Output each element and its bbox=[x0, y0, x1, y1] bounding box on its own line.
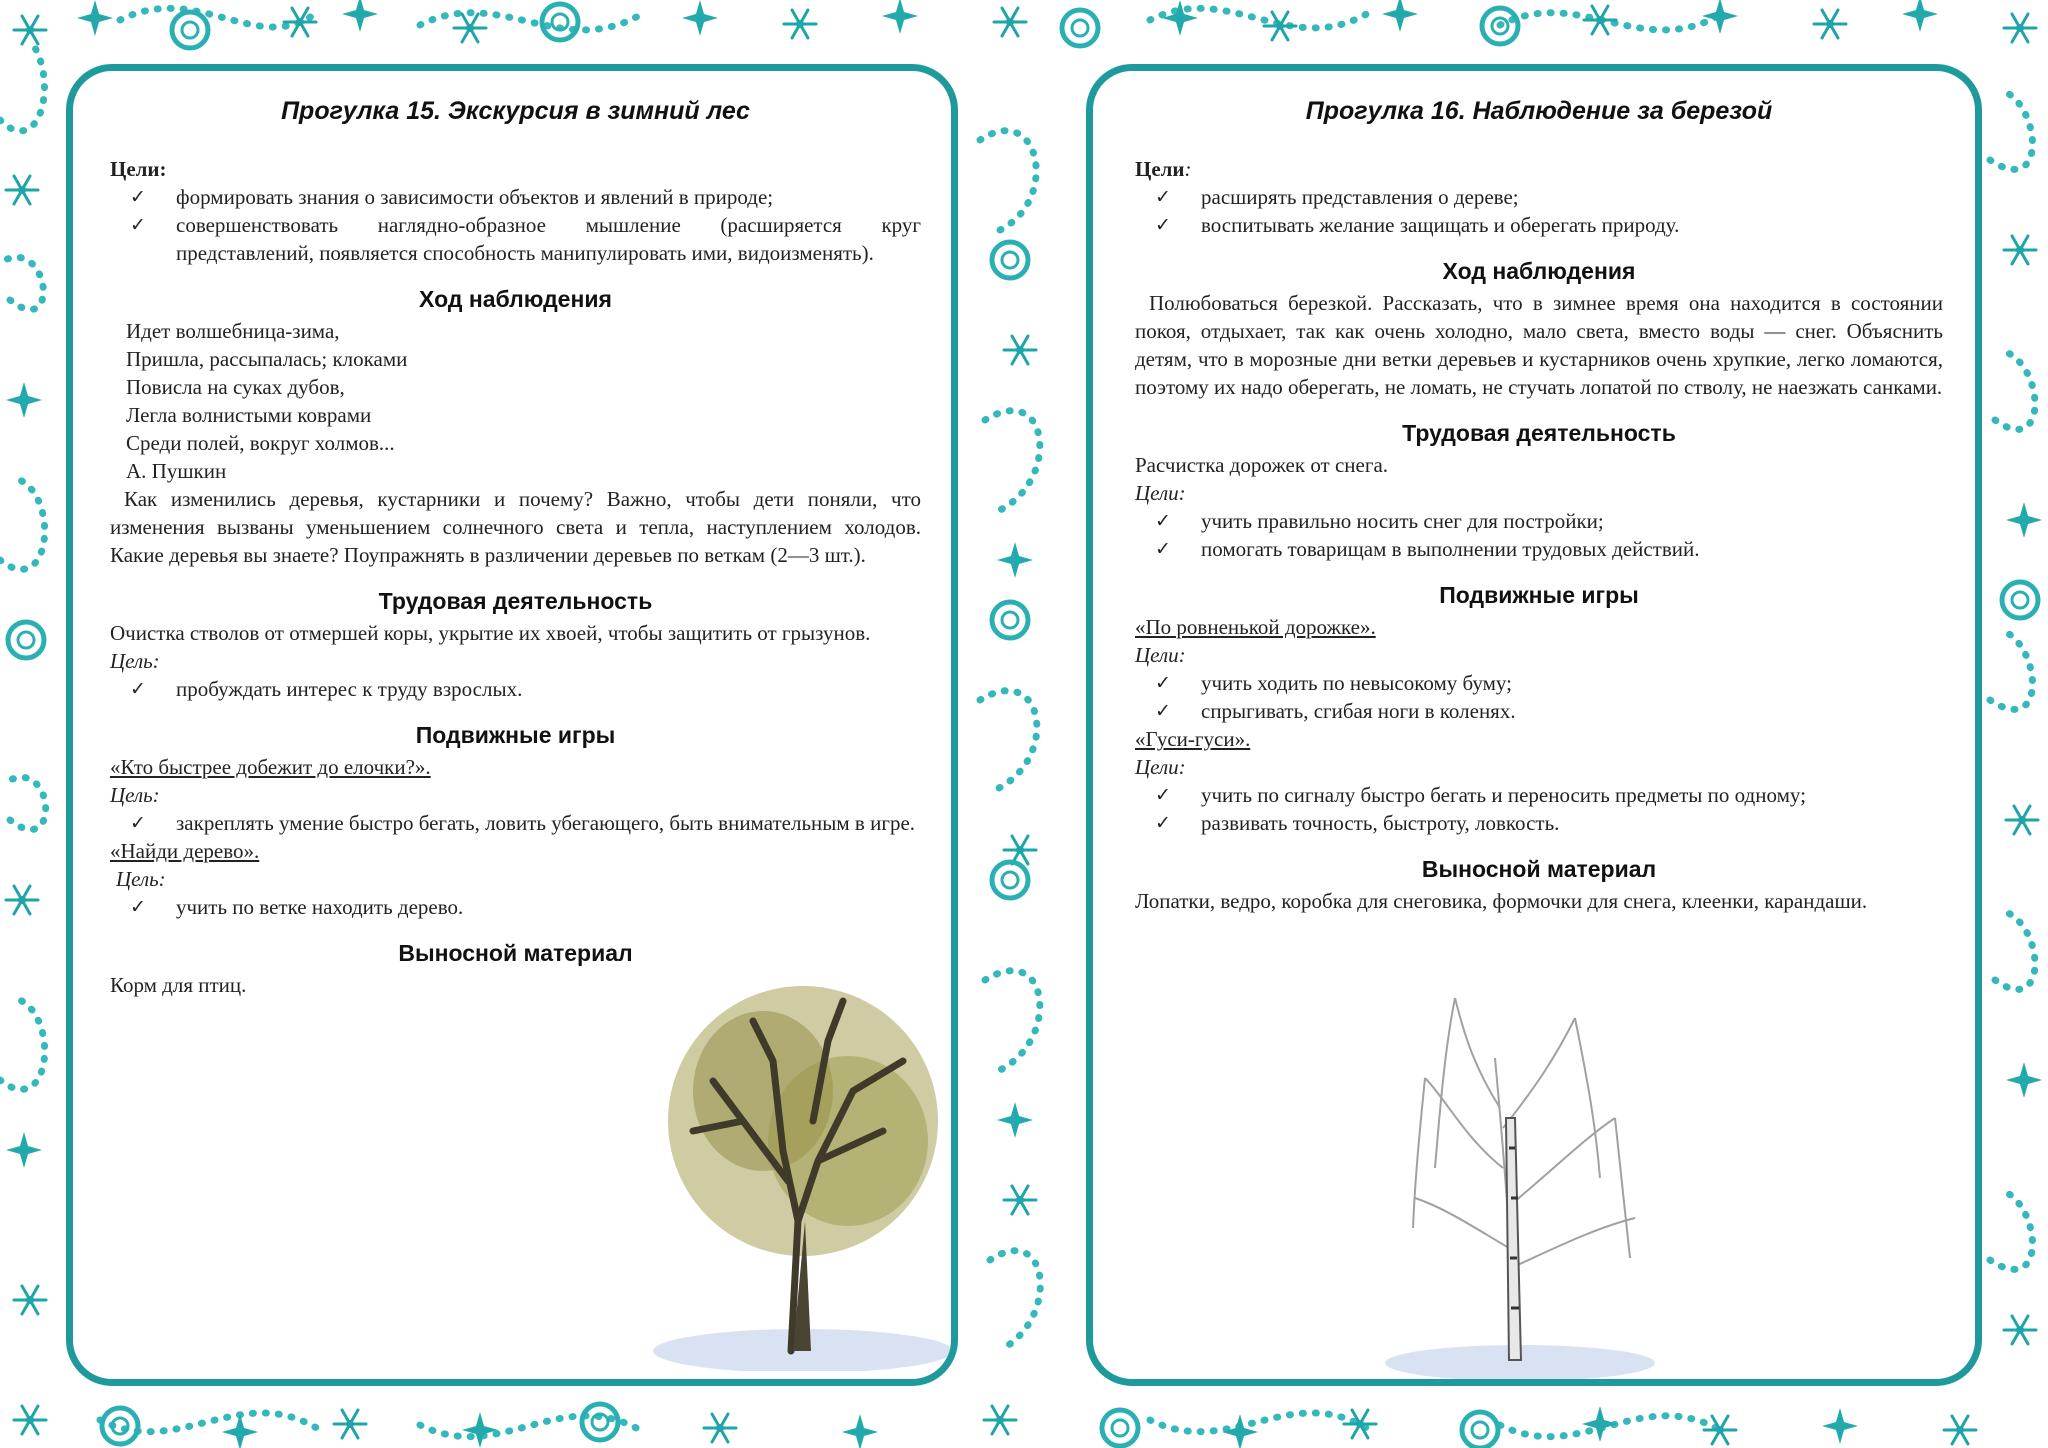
list-item: ✓ помогать товарищам в выполнении трудовых действий. bbox=[1155, 537, 1700, 561]
list-item: ✓ учить правильно носить снег для постройки; bbox=[1155, 509, 1604, 533]
poem-line: Среди полей, вокруг холмов... bbox=[126, 431, 395, 455]
games-heading: Подвижные игры bbox=[415, 722, 616, 748]
list-item: ✓ учить ходить по невысокому буму; bbox=[1155, 671, 1512, 695]
game-title: «Кто быстрее добежит до елочки?». bbox=[110, 755, 431, 779]
poem bbox=[110, 317, 921, 485]
right-page-card bbox=[1086, 64, 1982, 1386]
oak-tree-icon bbox=[653, 971, 953, 1371]
checkmark-icon: ✓ bbox=[130, 896, 146, 918]
poem-line: Легла волнистыми коврами bbox=[126, 403, 372, 427]
checkmark-icon: ✓ bbox=[130, 812, 146, 834]
labor-goal-label: Цель: bbox=[110, 649, 160, 673]
list-item: ✓ пробуждать интерес к труду взрослых. bbox=[130, 677, 523, 701]
poem-line: Идет волшебница-зима, bbox=[126, 319, 340, 343]
checkmark-icon: ✓ bbox=[1155, 700, 1171, 722]
game-goals-list bbox=[1135, 669, 1943, 725]
poem-author: А. Пушкин bbox=[126, 459, 227, 483]
list-item: ✓ учить по ветке находить дерево. bbox=[130, 895, 464, 919]
checkmark-icon: ✓ bbox=[1155, 672, 1171, 694]
list-item: ✓ закреплять умение быстро бегать, ловить убегающего, быть внимательным в игре. bbox=[130, 811, 916, 835]
list-item: ✓ расширять представления о дереве; bbox=[1155, 185, 1519, 209]
left-page-card bbox=[66, 64, 958, 1386]
labor-goal-label: Цели: bbox=[1135, 481, 1186, 505]
list-item: ✓ совершенствовать наглядно-образное мышление (расширяется круг представлений, появляется способность манипулировать ими, видоизменять). bbox=[130, 213, 921, 265]
checkmark-icon: ✓ bbox=[1155, 510, 1171, 532]
list-item: ✓ учить по сигналу быстро бегать и переносить предметы по одному; bbox=[1155, 783, 1806, 807]
checkmark-icon: ✓ bbox=[1155, 812, 1171, 834]
labor-heading: Трудовая деятельность bbox=[1402, 420, 1676, 446]
game-goal-label: Цели: bbox=[1135, 643, 1186, 667]
labor-text: Очистка стволов от отмершей коры, укрытие их хвоей, чтобы защитить от грызунов. bbox=[110, 621, 871, 645]
checkmark-icon: ✓ bbox=[1155, 214, 1171, 236]
labor-text: Расчистка дорожек от снега. bbox=[1135, 453, 1389, 477]
labor-goals-list bbox=[110, 675, 921, 703]
poem-line: Пришла, рассыпалась; клоками bbox=[126, 347, 408, 371]
birch-tree-icon bbox=[1385, 968, 1655, 1381]
list-item: ✓ спрыгивать, сгибая ноги в коленях. bbox=[1155, 699, 1516, 723]
poem-line: Повисла на суках дубов, bbox=[126, 375, 345, 399]
observation-heading: Ход наблюдения bbox=[1442, 258, 1636, 284]
game-goal-label: Цель: bbox=[116, 867, 166, 891]
goals-list bbox=[1135, 183, 1943, 239]
checkmark-icon: ✓ bbox=[130, 186, 146, 208]
game-goals-list bbox=[110, 809, 921, 837]
game-goal-label: Цель: bbox=[110, 783, 160, 807]
goals-label: Цели: bbox=[110, 157, 167, 181]
list-item: ✓ формировать знания о зависимости объектов и явлений в природе; bbox=[130, 185, 774, 209]
list-item: ✓ воспитывать желание защищать и оберегать природу. bbox=[1155, 213, 1680, 237]
checkmark-icon: ✓ bbox=[1155, 538, 1171, 560]
game-goals-list bbox=[1135, 781, 1943, 837]
material-heading: Выносной материал bbox=[398, 940, 633, 966]
labor-goals-list bbox=[1135, 507, 1943, 563]
game-title: «Гуси-гуси». bbox=[1135, 727, 1251, 751]
game-title: «Найди дерево». bbox=[110, 839, 260, 863]
game-title: «По ровненькой дорожке». bbox=[1135, 615, 1376, 639]
page-title: Прогулка 15. Экскурсия в зимний лес bbox=[281, 97, 750, 125]
goals-list bbox=[110, 183, 921, 267]
checkmark-icon: ✓ bbox=[130, 678, 146, 700]
page-title: Прогулка 16. Наблюдение за березой bbox=[1305, 97, 1773, 125]
material-text: Корм для птиц. bbox=[110, 973, 247, 997]
list-item: ✓ развивать точность, быстроту, ловкость. bbox=[1155, 811, 1560, 835]
game-goals-list bbox=[110, 893, 921, 921]
checkmark-icon: ✓ bbox=[130, 214, 146, 236]
observation-text: Как изменились деревья, кустарники и почему? Важно, чтобы дети поняли, что изменения вызваны уменьшением солнечного света и тепла, наступлением холодов. Какие деревья вы знаете? Поупражнять в различении деревьев по веткам (2—3 шт.). bbox=[110, 487, 921, 567]
games-heading: Подвижные игры bbox=[1439, 582, 1639, 608]
observation-text: Полюбоваться березкой. Рассказать, что в зимнее время она находится в состоянии покоя, отдыхает, так как очень холодно, мало света, вместо воды — снег. Объяснить детям, что в морозные дни ветки деревьев и кустарников очень хрупкие, легко ломаются, поэтому их надо оберегать, не ломать, не стучать лопатой по стволу, не наезжать санками. bbox=[1135, 291, 1943, 399]
checkmark-icon: ✓ bbox=[1155, 784, 1171, 806]
material-text: Лопатки, ведро, коробка для снеговика, формочки для снега, клеенки, карандаши. bbox=[1135, 889, 1868, 913]
game-goal-label: Цели: bbox=[1135, 755, 1186, 779]
checkmark-icon: ✓ bbox=[1155, 186, 1171, 208]
labor-heading: Трудовая деятельность bbox=[378, 588, 653, 614]
goals-label: Цели: bbox=[1135, 157, 1192, 181]
observation-heading: Ход наблюдения bbox=[419, 286, 612, 312]
material-heading: Выносной материал bbox=[1421, 856, 1657, 882]
